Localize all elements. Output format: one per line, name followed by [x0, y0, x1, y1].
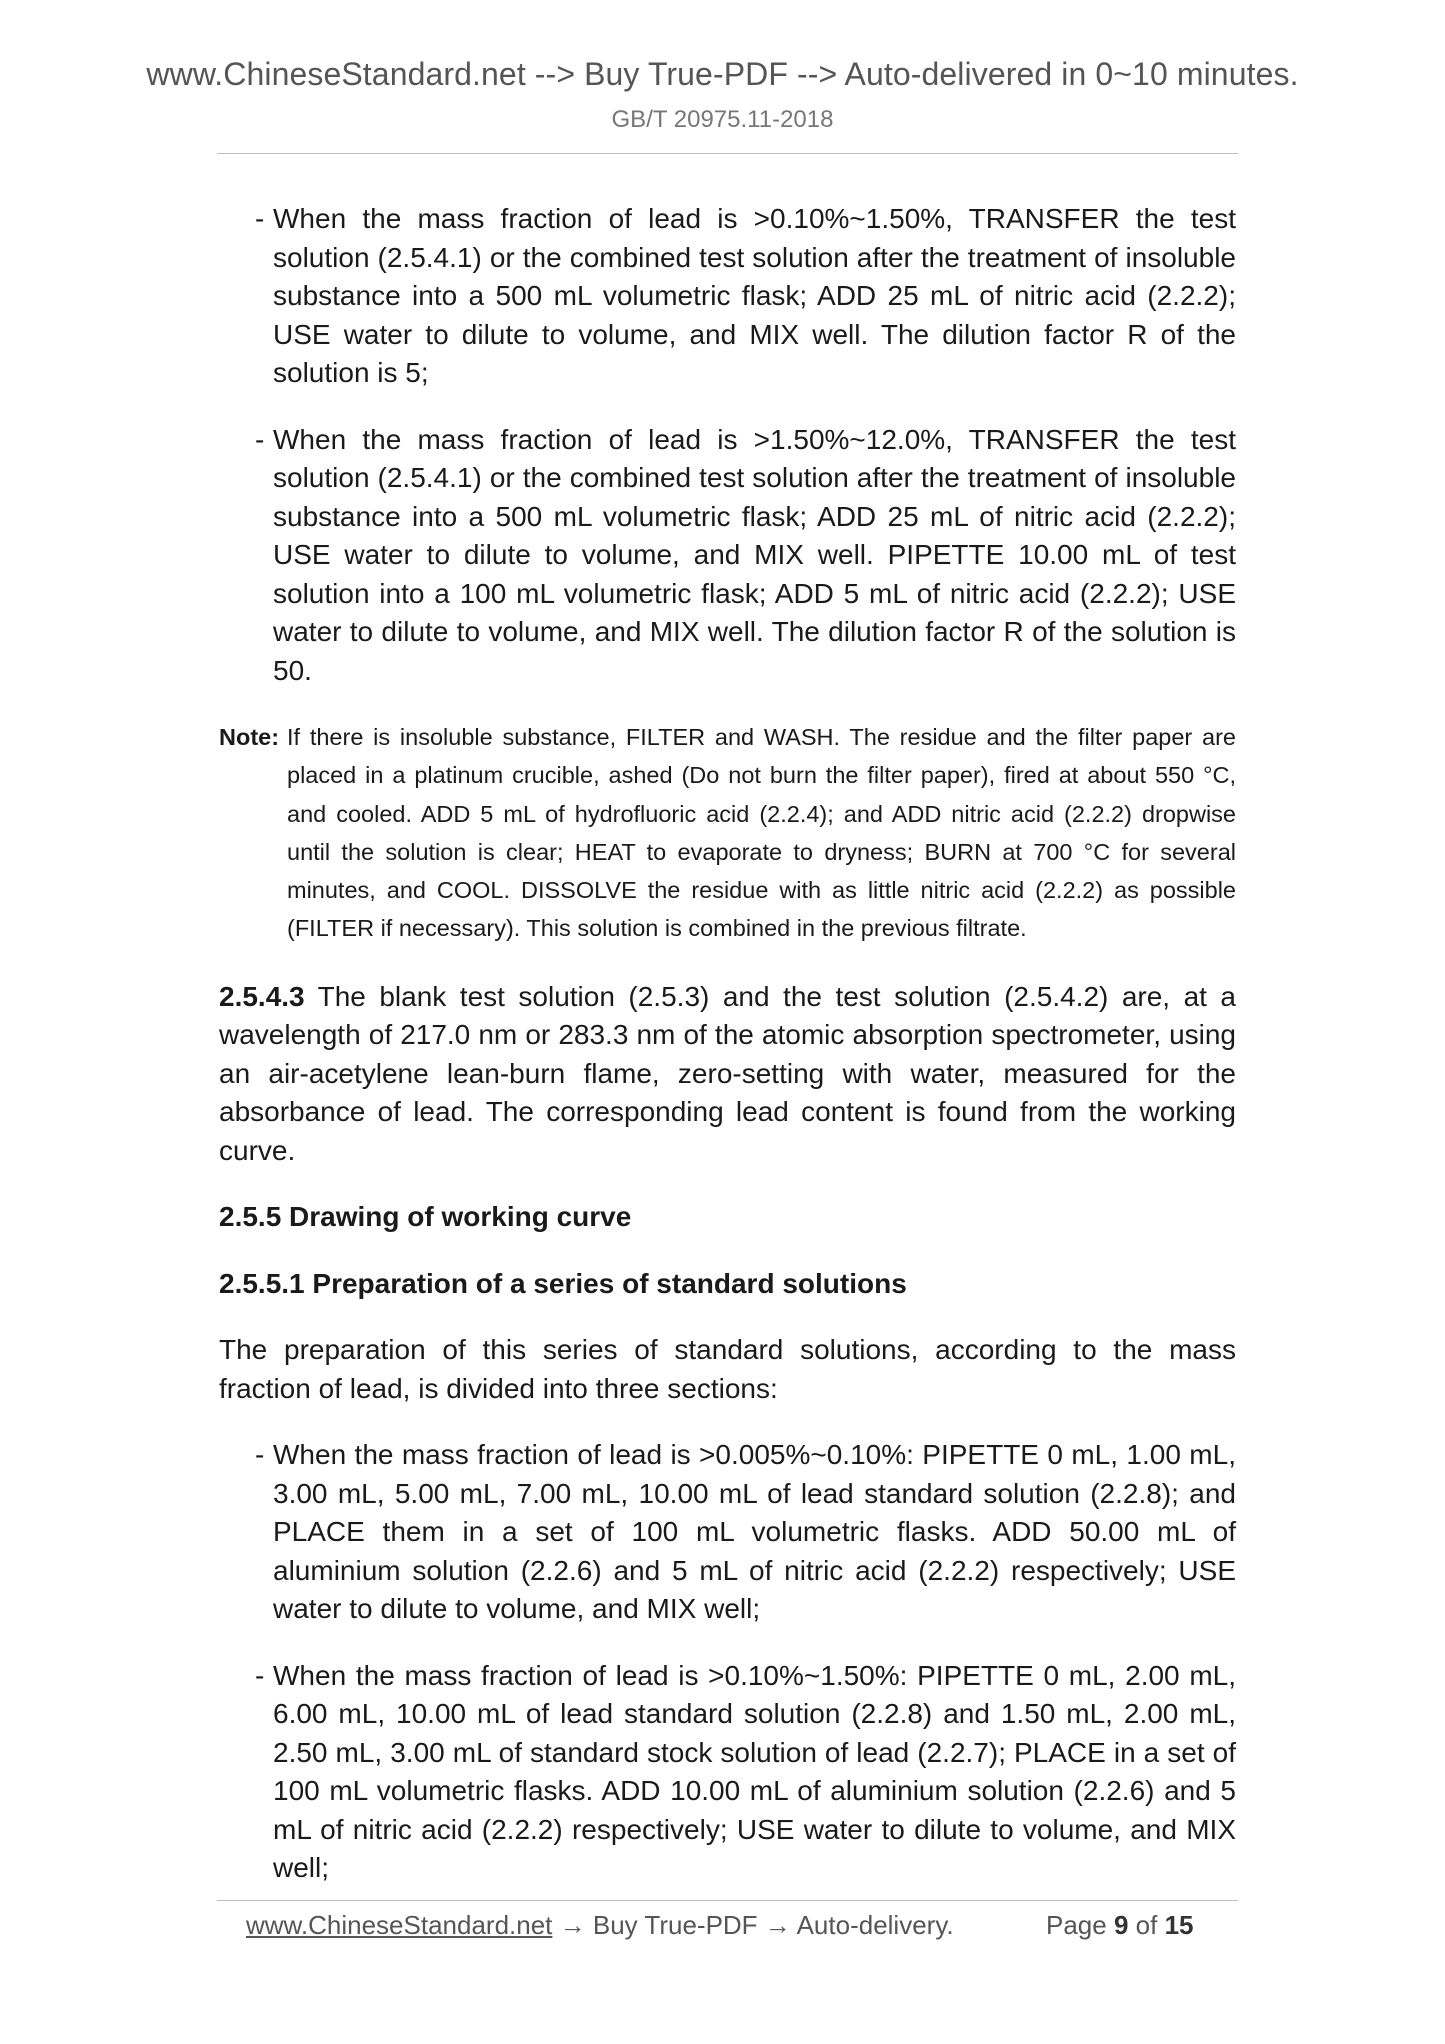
page-footer — [246, 1910, 1226, 1944]
list-item-text: When the mass fraction of lead is >1.50%~12.0%, TRANSFER the test solution (2.5.4.1) or the combined test solution after the treatment of insoluble substance into a 500 mL volumetric flask; ADD 25 mL of nitric acid (2.2.2); USE water to dilute to volume, and MIX well. PIPETTE 10.00 mL of test solution into a 100 mL volumetric flask; ADD 5 mL of nitric acid (2.2.2); USE water to dilute to volume, and MIX well. The dilution factor R of the solution is 50. — [273, 423, 1236, 686]
page-word: Page — [1046, 1910, 1107, 1940]
list-item — [255, 421, 1236, 691]
subsection-heading: 2.5.5.1 Preparation of a series of standard solutions — [219, 1267, 907, 1299]
total-pages: 15 — [1164, 1910, 1194, 1940]
paragraph-2543 — [219, 978, 1236, 1171]
intro-paragraph: The preparation of this series of standard solutions, according to the mass fraction of lead, is divided into three sections: — [219, 1334, 1236, 1404]
bullet-dash: - — [255, 423, 265, 455]
of-word: of — [1135, 1910, 1158, 1940]
footer-links — [246, 1910, 954, 1941]
note-label: Note: — [219, 724, 280, 750]
page-content — [219, 200, 1236, 1916]
page-indicator — [1046, 1910, 1194, 1941]
page-number: 9 — [1113, 1910, 1129, 1940]
arrow-icon: → — [757, 1910, 797, 1940]
footer-divider — [217, 1900, 1238, 1901]
list-item-text: When the mass fraction of lead is >0.10%~1.50%: PIPETTE 0 mL, 2.00 mL, 6.00 mL, 10.00 mL of lead standard solution (2.2.8) and 1.50 mL, 2.00 mL, 2.50 mL, 3.00 mL of standard stock solution of lead (2.2.7); PLACE in a set of 100 mL volumetric flasks. ADD 10.00 mL of aluminium solution (2.2.6) and 5 mL of nitric acid (2.2.2) respectively; USE water to dilute to volume, and MIX well; — [273, 1659, 1236, 1884]
standard-code: GB/T 20975.11-2018 — [611, 106, 834, 133]
header-banner: www.ChineseStandard.net --> Buy True-PDF --> Auto-delivered in 0~10 minutes. — [146, 56, 1299, 92]
bullet-dash: - — [255, 203, 265, 234]
list-item — [255, 1657, 1236, 1888]
list-item — [255, 200, 1236, 393]
clause-number: 2.5.4.3 — [219, 980, 305, 1012]
section-heading: 2.5.5 Drawing of working curve — [219, 1201, 632, 1233]
list-item-text: When the mass fraction of lead is >0.005%~0.10%: PIPETTE 0 mL, 1.00 mL, 3.00 mL, 5.00 mL, 7.00 mL, 10.00 mL of lead standard solution (2.2.8); and PLACE them in a set of 100 mL volumetric flasks. ADD 50.00 mL of aluminium solution (2.2.6) and 5 mL of nitric acid (2.2.2) respectively; USE water to dilute to volume, and MIX well; — [273, 1439, 1236, 1625]
note-block — [219, 718, 1236, 948]
buy-link-text: Buy True-PDF — [592, 1910, 758, 1940]
list-item-text: When the mass fraction of lead is >0.10%~1.50%, TRANSFER the test solution (2.5.4.1) or the combined test solution after the treatment of insoluble substance into a 500 mL volumetric flask; ADD 25 mL of nitric acid (2.2.2); USE water to dilute to volume, and MIX well. The dilution factor R of the solution is 5; — [273, 203, 1236, 388]
clause-text: The blank test solution (2.5.3) and the test solution (2.5.4.2) are, at a wavelength of 217.0 nm or 283.3 nm of the atomic absorption spectrometer, using an air-acetylene lean-burn flame, zero-setting with water, measured for the absorbance of lead. The corresponding lead content is found from the working curve. — [219, 980, 1236, 1166]
bullet-dash: - — [255, 1439, 265, 1471]
delivery-text: Auto-delivery. — [796, 1910, 954, 1940]
list-item — [255, 1436, 1236, 1629]
bullet-dash: - — [255, 1659, 265, 1691]
arrow-icon: → — [552, 1910, 593, 1940]
header-divider — [217, 153, 1238, 154]
site-link[interactable]: www.ChineseStandard.net — [246, 1910, 553, 1940]
note-text: If there is insoluble substance, FILTER and WASH. The residue and the filter paper are placed in a platinum crucible, ashed (Do not burn the filter paper), fired at about 550 °C, and cooled. ADD 5 mL of hydrofluoric acid (2.2.4); and ADD nitric acid (2.2.2) dropwise until the solution is clear; HEAT to evaporate to dryness; BURN at 700 °C for several minutes, and COOL. DISSOLVE the residue with as little nitric acid (2.2.2) as possible (FILTER if necessary). This solution is combined in the previous filtrate. — [287, 724, 1236, 942]
